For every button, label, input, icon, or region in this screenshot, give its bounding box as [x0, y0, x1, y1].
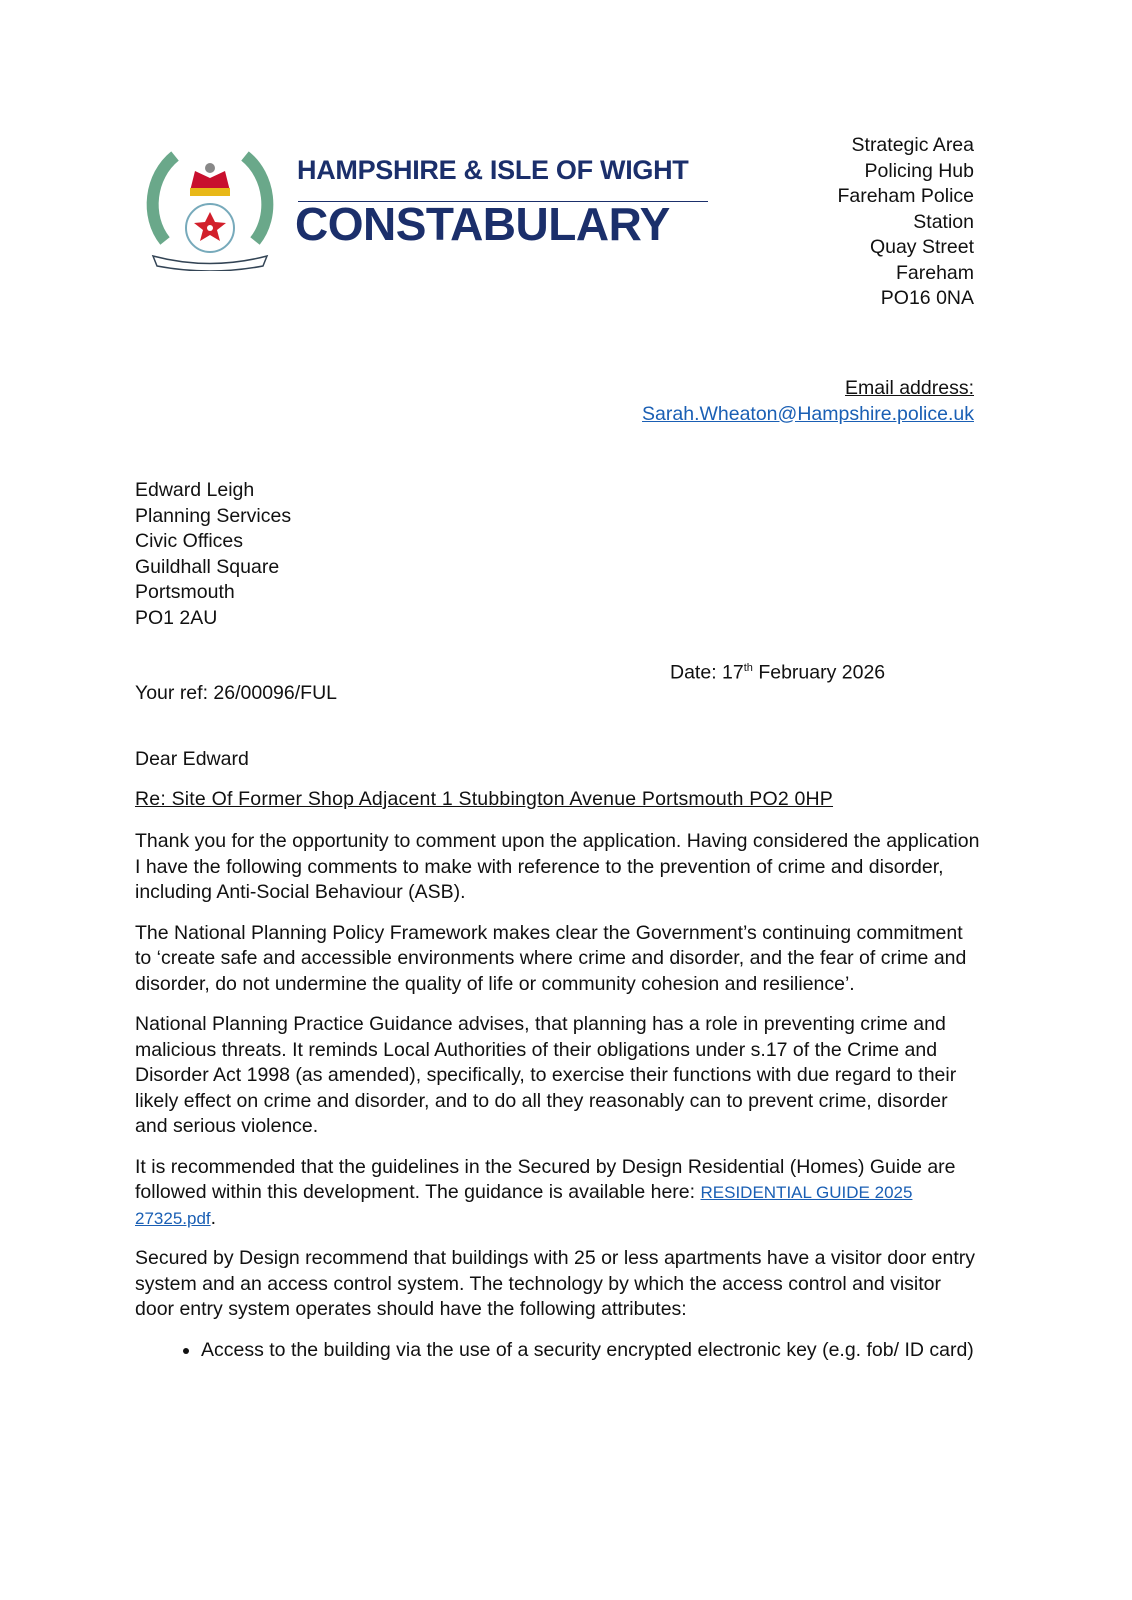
email-label: Email address:: [845, 377, 974, 399]
paragraph-text: It is recommended that the guidelines in the Secured by Design Residential (Homes) Guide are followed within this development. The guidance is available here:: [135, 1155, 956, 1203]
recipient-line: Portsmouth: [135, 581, 235, 603]
address-line: Station: [913, 210, 974, 233]
paragraph: The National Planning Policy Framework makes clear the Government’s continuing commitment to ‘create safe and accessible environments where crime and disorder, and the fear of crime and disorder, do not undermine the quality of life or community cohesion and resilience’.: [135, 921, 967, 995]
recipient-line: Planning Services: [135, 504, 292, 527]
date-text: Date: 17: [670, 661, 744, 684]
residential-guide-link[interactable]: RESIDENTIAL GUIDE 2025 27325.pdf: [135, 1183, 913, 1228]
address-line: Quay Street: [869, 236, 974, 258]
address-line: Fareham: [895, 261, 974, 284]
attribute-list: [135, 1338, 980, 1364]
recipient-line: Civic Offices: [135, 530, 243, 552]
crest-icon: [145, 146, 275, 271]
recipient-address: [135, 478, 291, 631]
email-block: [642, 376, 974, 427]
subject-line: Re: Site Of Former Shop Adjacent 1 Stubbington Avenue Portsmouth PO2 0HP: [135, 788, 834, 810]
recipient-line: Edward Leigh: [135, 479, 255, 501]
address-line: Fareham Police: [837, 185, 974, 207]
paragraph: National Planning Practice Guidance advises, that planning has a role in preventing crime and malicious threats. It reminds Local Authorities of their obligations under s.17 of the Crime and Disorder Act 1998 (as amended), specifically, to exercise their functions with due regard to their likely effect on crime and disorder, and to do all they reasonably can to prevent crime, disorder and serious violence.: [135, 1013, 957, 1137]
constabulary-logo: [145, 146, 715, 271]
email-link[interactable]: Sarah.Wheaton@Hampshire.police.uk: [642, 402, 974, 425]
date-ordinal: th: [743, 662, 753, 674]
logo-title-line1: HAMPSHIRE & ISLE OF WIGHT: [297, 155, 689, 185]
paragraph: It is recommended that the guidelines in the Secured by Design Residential (Homes) Guide are followed within this development. The guidance is available here: RESIDENTIAL GUIDE 2025 27325.pdf.: [135, 1155, 956, 1229]
paragraph: Thank you for the opportunity to comment upon the application. Having considered the application I have the following comments to make with reference to the prevention of crime and disorder, including Anti-Social Behaviour (ASB).: [135, 830, 980, 903]
letter-body: [135, 829, 980, 1363]
recipient-line: Guildhall Square: [135, 555, 280, 578]
salutation: Dear Edward: [135, 748, 249, 770]
logo-title-line2: CONSTABULARY: [295, 198, 670, 250]
address-line: Policing Hub: [864, 159, 974, 182]
address-line: Strategic Area: [851, 134, 974, 156]
recipient-line: PO1 2AU: [135, 606, 218, 629]
list-item: • Access to the building via the use of a security encrypted electronic key (e.g. fob/ ID card): [201, 1338, 980, 1364]
date-text: February 2026: [752, 661, 886, 684]
letter-date: [670, 656, 885, 686]
paragraph: Secured by Design recommend that buildings with 25 or less apartments have a visitor door entry system and an access control system. The technology by which the access control and visitor door entry system operates should have the following attributes:: [135, 1247, 976, 1320]
your-reference: Your ref: 26/00096/FUL: [135, 682, 337, 704]
sender-address: [837, 133, 974, 312]
address-line: PO16 0NA: [880, 287, 974, 309]
